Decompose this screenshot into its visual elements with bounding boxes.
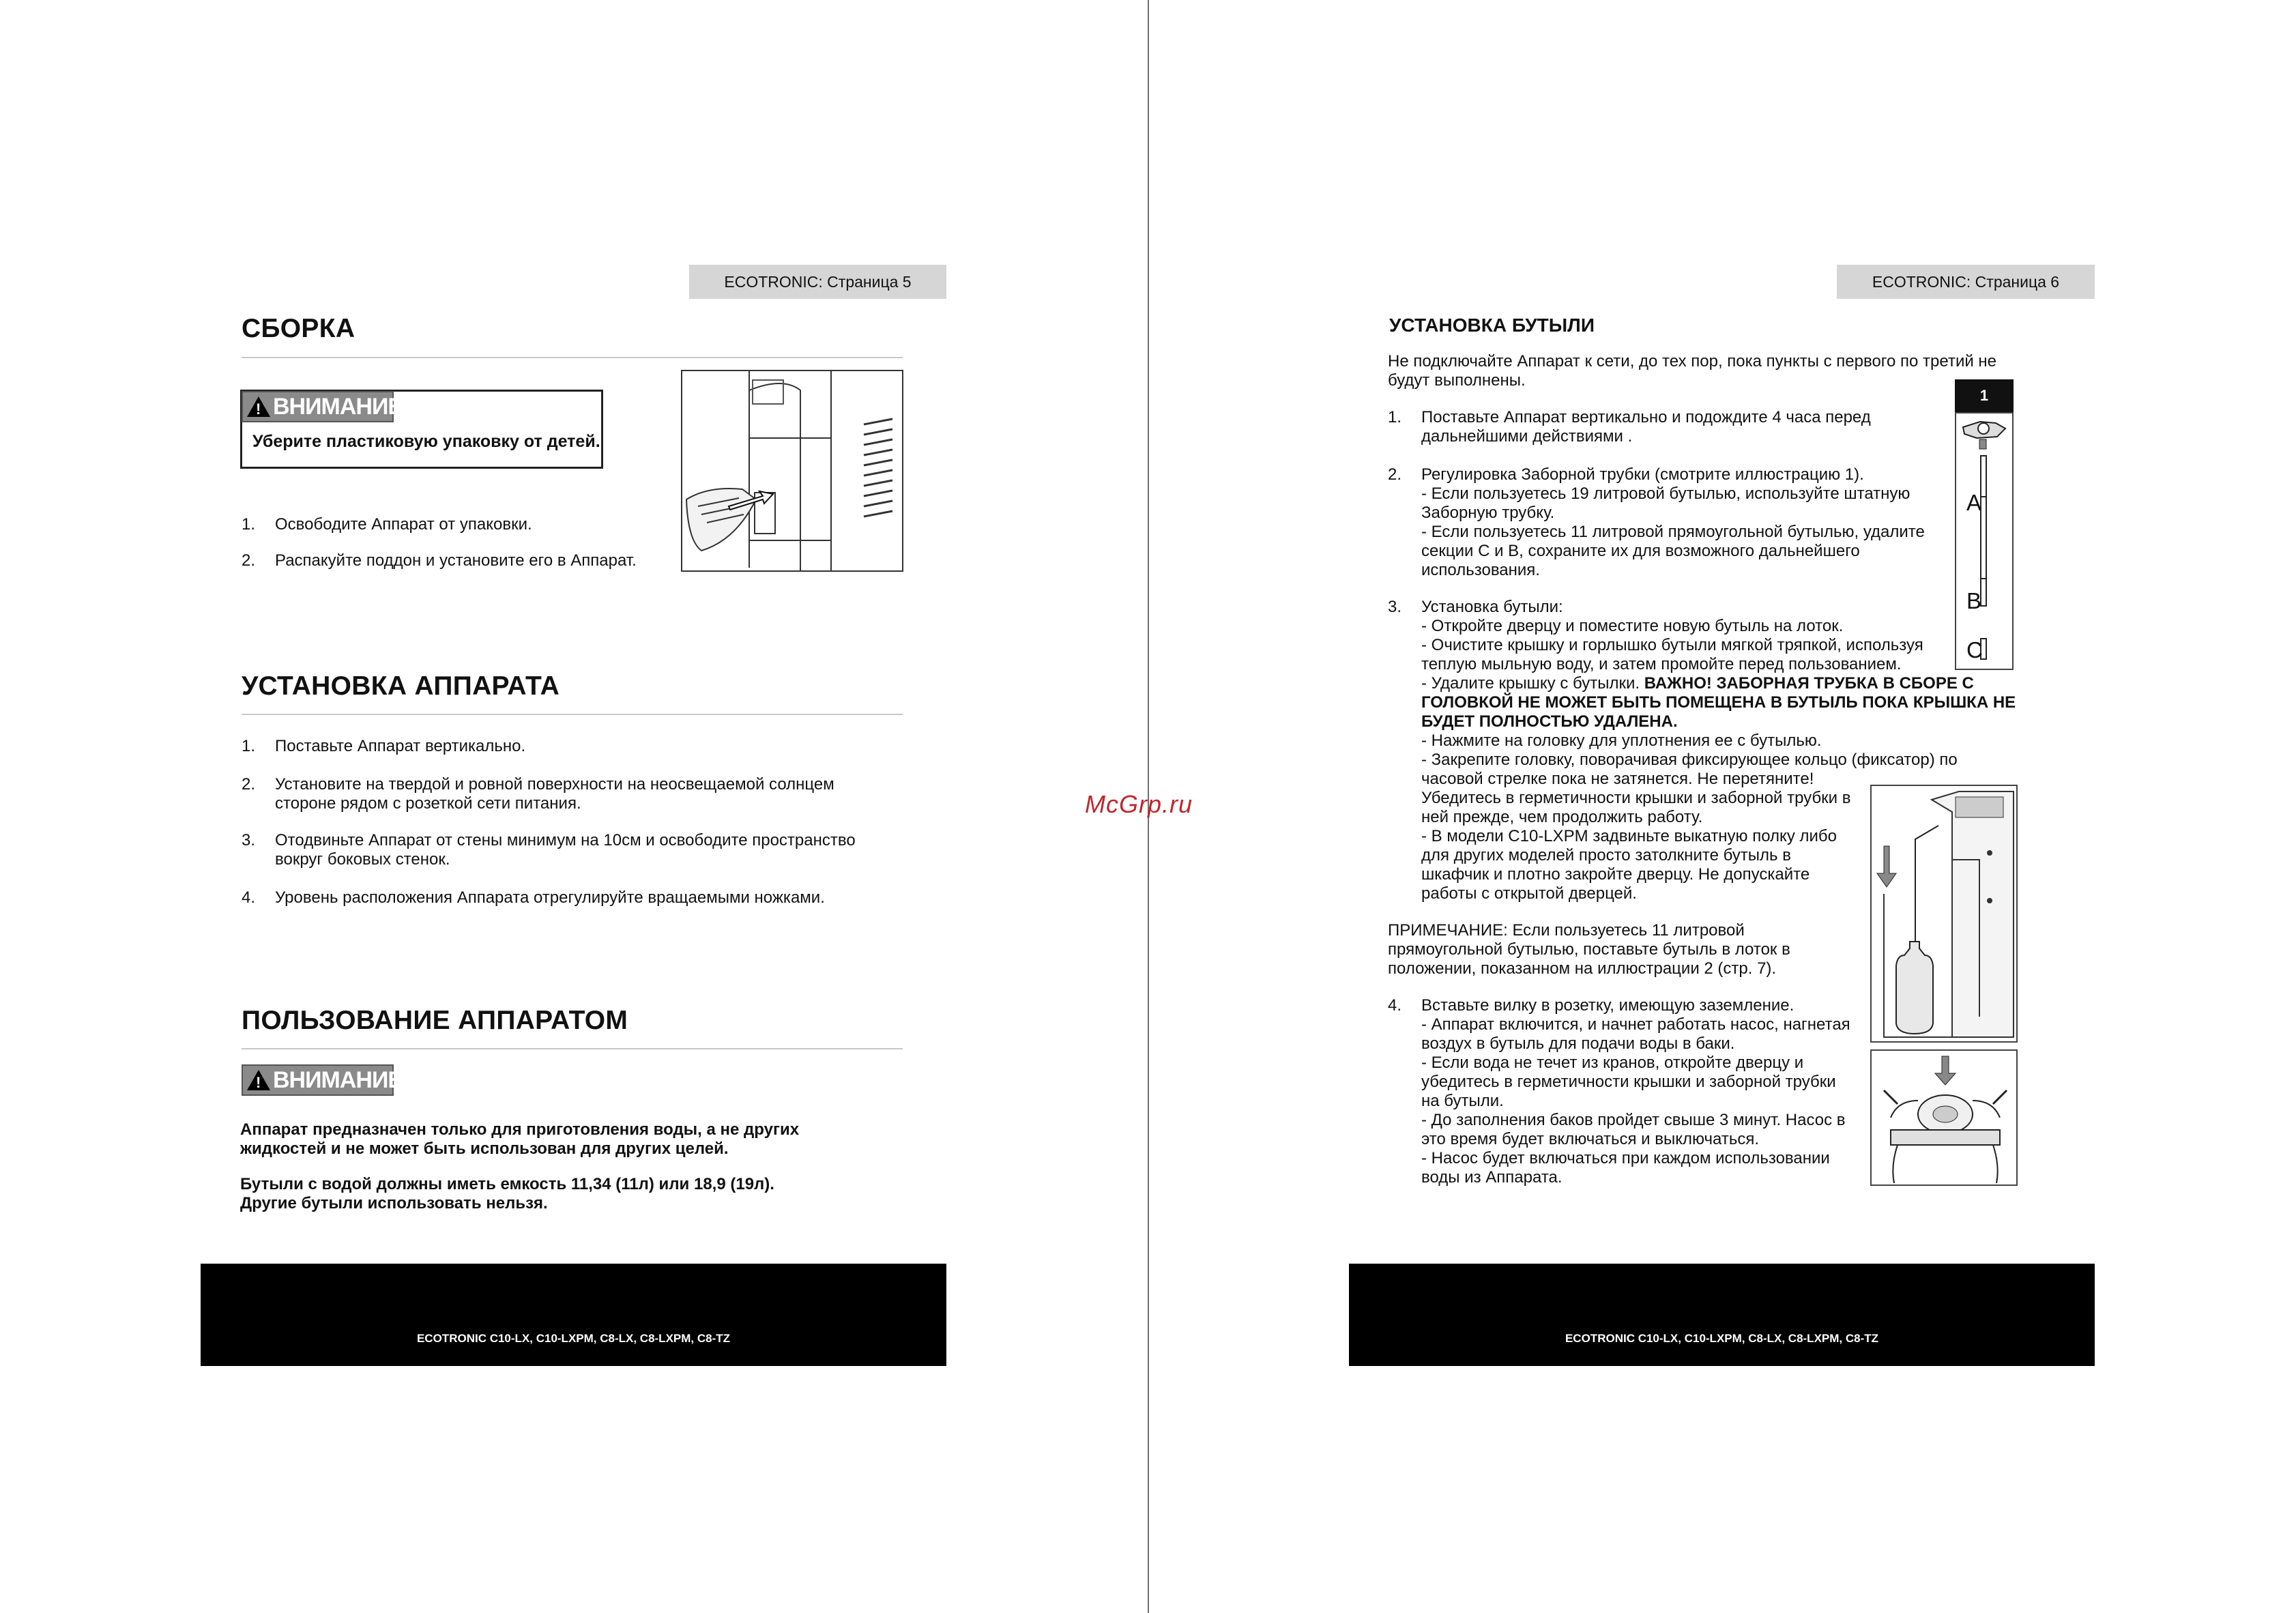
list-line: Установка бутыли: bbox=[1421, 598, 1563, 616]
list-line: - Насос будет включаться при каждом использовании воды из Аппарата. bbox=[1421, 1149, 1830, 1187]
tube-section-label-c: C bbox=[1966, 637, 1983, 663]
warning-icon: ! bbox=[247, 396, 270, 417]
list-line: - Если пользуетесь 19 литровой бутылью, используйте штатную Заборную трубку. bbox=[1421, 484, 1910, 522]
note-paragraph: ПРИМЕЧАНИЕ: Если пользуетесь 11 литровой прямоугольной бутылью, поставьте бутыль в лоток в положении, показанном на иллюстрации 2 (стр. 7). bbox=[1388, 921, 1790, 978]
tube-section-label-a: A bbox=[1966, 490, 1982, 515]
list-number: 3. bbox=[1388, 598, 1402, 616]
list-item: Отодвиньте Аппарат от стены минимум на 10см и освободите пространство вокруг боковых стенок. bbox=[275, 831, 856, 869]
warning-label: ВНИМАНИЕ bbox=[273, 1066, 403, 1093]
list-number: 1. bbox=[242, 737, 256, 755]
bottle-cabinet-illustration bbox=[1870, 785, 2018, 1043]
list-line: - В модели C10-LXPM задвиньте выкатную полку либо для других моделей просто затолкните бутыль в шкафчик и плотно закройте дверцу. Не допускайте работы с открытой дверцей. bbox=[1421, 827, 1837, 903]
list-line: Вставьте вилку в розетку, имеющую заземление. bbox=[1421, 996, 1794, 1015]
page-footer-left: ECOTRONIC C10-LX, C10-LXPM, C8-LX, C8-LXPM, C8-TZ bbox=[201, 1264, 946, 1366]
warning-icon: ! bbox=[247, 1070, 270, 1090]
list-line: - До заполнения баков пройдет свыше 3 минут. Насос в это время будет включаться и выключаться. bbox=[1421, 1111, 1846, 1148]
list-item: Поставьте Аппарат вертикально и подождите 4 часа перед дальнейшими действиями . bbox=[1421, 408, 1871, 446]
section-title-assembly: СБОРКА bbox=[242, 314, 355, 343]
watermark: McGrp.ru bbox=[1085, 790, 1193, 818]
section-rule bbox=[242, 357, 903, 358]
section-rule bbox=[242, 714, 903, 715]
list-item: Распакуйте поддон и установите его в Аппарат. bbox=[275, 551, 637, 570]
list-number: 1. bbox=[242, 515, 256, 534]
list-line: - Если пользуетесь 11 литровой прямоугольной бутылью, удалите секции C и B, сохраните их для возможного дальнейшего использования. bbox=[1421, 523, 1925, 579]
intro-paragraph: Не подключайте Аппарат к сети, до тех пор, пока пункты с первого по третий не будут выполнены. bbox=[1388, 352, 1997, 390]
list-item: Установите на твердой и ровной поверхности на неосвещаемой солнцем стороне рядом с розеткой сети питания. bbox=[275, 775, 834, 813]
list-line: - Очистите крышку и горлышко бутыли мягкой тряпкой, используя теплую мыльную воду, и затем промойте перед пользованием. bbox=[1421, 636, 1923, 673]
list-number: 4. bbox=[1388, 996, 1402, 1015]
usage-paragraph: Аппарат предназначен только для приготовления воды, а не других жидкостей и не может быть использован для других целей. bbox=[240, 1120, 800, 1158]
page-header-left: ECOTRONIC: Страница 5 bbox=[689, 265, 946, 299]
list-line: Регулировка Заборной трубки (смотрите иллюстрацию 1). bbox=[1421, 465, 1864, 484]
list-number: 2. bbox=[1388, 465, 1402, 484]
section-title-usage: ПОЛЬЗОВАНИЕ АППАРАТОМ bbox=[242, 1006, 628, 1035]
warning-label: ВНИМАНИЕ bbox=[273, 393, 403, 420]
figure-number: 1 bbox=[1955, 379, 2014, 412]
important-warning: ВАЖНО! ЗАБОРНАЯ ТРУБКА В СБОРЕ С ГОЛОВКОЙ НЕ МОЖЕТ БЫТЬ ПОМЕЩЕНА В БУТЫЛЬ ПОКА КРЫШКА НЕ БУДЕТ ПОЛНОСТЬЮ УДАЛЕНА. bbox=[1421, 674, 2016, 731]
warning-badge bbox=[242, 391, 403, 422]
page-header-right: ECOTRONIC: Страница 6 bbox=[1837, 265, 2095, 299]
usage-paragraph: Бутыли с водой должны иметь емкость 11,34 (11л) или 18,9 (19л). Другие бутыли использовать нельзя. bbox=[240, 1175, 774, 1212]
page-footer-right: ECOTRONIC C10-LX, C10-LXPM, C8-LX, C8-LXPM, C8-TZ bbox=[1349, 1264, 2095, 1366]
list-number: 2. bbox=[242, 775, 256, 794]
section-rule bbox=[242, 1048, 903, 1049]
warning-badge bbox=[242, 1064, 403, 1096]
list-line: - Аппарат включится, и начнет работать насос, нагнетая воздух в бутыль для подачи воды в баки. bbox=[1421, 1015, 1850, 1053]
list-number: 4. bbox=[242, 888, 256, 907]
list-number: 3. bbox=[242, 831, 256, 849]
tube-section-label-b: B bbox=[1966, 588, 1982, 613]
list-item: Поставьте Аппарат вертикально. bbox=[275, 737, 526, 755]
list-line: - Закрепите головку, поворачивая фиксирующее кольцо (фиксатор) по часовой стрелке пока не затянется. Не перетяните! bbox=[1421, 751, 1958, 788]
list-line: - Удалите крышку с бутылки. bbox=[1421, 674, 1644, 693]
warning-text: Уберите пластиковую упаковку от детей. bbox=[252, 432, 600, 451]
list-item: Уровень расположения Аппарата отрегулируйте вращаемыми ножками. bbox=[275, 888, 825, 907]
list-number: 2. bbox=[242, 551, 256, 570]
list-line: - Нажмите на головку для уплотнения ее с бутылью. bbox=[1421, 731, 1822, 750]
list-number: 1. bbox=[1388, 408, 1402, 426]
list-item: Освободите Аппарат от упаковки. bbox=[275, 515, 532, 534]
list-line: - Если вода не течет из кранов, откройте дверцу и убедитесь в герметичности крышки и заборной трубки на бутыли. bbox=[1421, 1053, 1836, 1110]
list-item bbox=[1421, 996, 1858, 1187]
list-item bbox=[1421, 465, 1960, 580]
tray-installation-illustration bbox=[681, 370, 903, 572]
section-title-bottle: УСТАНОВКА БУТЫЛИ bbox=[1389, 315, 1595, 336]
list-line: - Откройте дверцу и поместите новую бутыль на лоток. bbox=[1421, 617, 1844, 635]
bottle-head-illustration bbox=[1870, 1049, 2018, 1186]
list-line: Убедитесь в герметичности крышки и заборной трубки в ней прежде, чем продолжить работу. bbox=[1421, 789, 1851, 826]
section-title-installation: УСТАНОВКА АППАРАТА bbox=[242, 671, 560, 701]
